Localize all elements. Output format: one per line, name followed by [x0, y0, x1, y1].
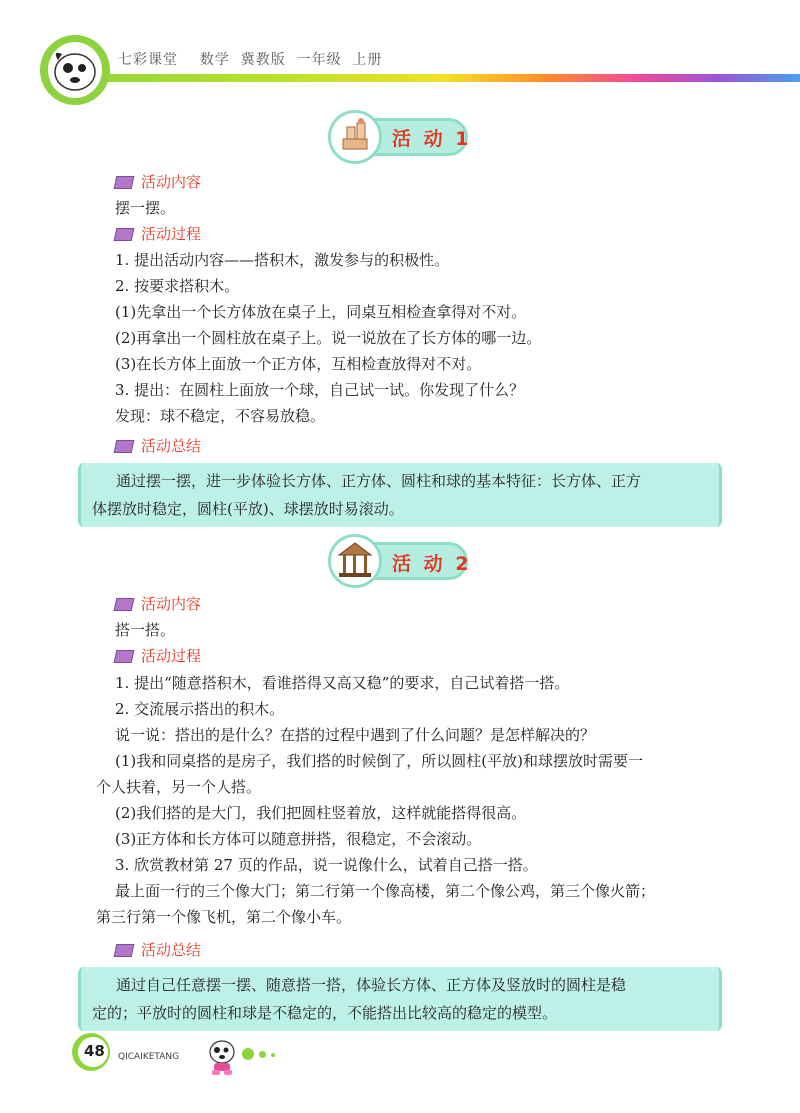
section-flag-icon	[114, 650, 135, 663]
section-flag-icon	[114, 944, 135, 957]
activity1-process-line: 3. 提出：在圆柱上面放一个球，自己试一试。你发现了什么？	[115, 381, 525, 399]
activity2-process-line: (2)我们搭的是大门，我们把圆柱竖着放，这样就能搭得很高。	[115, 804, 527, 822]
activity2-process-line: 1. 提出“随意搭积木，看谁搭得又高又稳”的要求，自己试着搭一搭。	[115, 674, 570, 692]
activity1-summary-line: 体摆放时稳定，圆柱(平放)、球摆放时易滚动。	[92, 500, 404, 518]
activity1-process-line: 2. 按要求搭积木。	[115, 277, 240, 295]
footer-dot	[242, 1048, 254, 1060]
activity2-summary-line: 定的；平放时的圆柱和球是不稳定的，不能搭出比较高的稳定的模型。	[92, 1004, 558, 1022]
section-flag-icon	[114, 228, 135, 241]
activity2-process-line: 个人扶着，另一个人搭。	[96, 778, 262, 796]
activity1-process-heading: 活动过程	[141, 225, 202, 243]
footer-label: QICAIKETANG	[118, 1052, 180, 1062]
activity1-process-line: 发现：球不稳定，不容易放稳。	[115, 407, 326, 425]
activity2-process-heading: 活动过程	[141, 647, 202, 665]
activity1-summary-heading: 活动总结	[141, 437, 202, 455]
building-blocks-icon	[328, 110, 382, 164]
activity2-content-heading: 活动内容	[141, 595, 202, 613]
activity2-process-line: 2. 交流展示搭出的积木。	[115, 700, 285, 718]
pavilion-icon	[328, 534, 382, 588]
activity1-content-text: 摆一摆。	[115, 199, 176, 217]
activity2-process-line: (3)正方体和长方体可以随意拼搭，很稳定，不会滚动。	[115, 830, 482, 848]
activity1-process-line: 1. 提出活动内容——搭积木，激发参与的积极性。	[115, 251, 450, 269]
footer-mascot-icon	[204, 1036, 240, 1076]
activity2-content-text: 搭一搭。	[115, 621, 176, 639]
activity2-summary-heading: 活动总结	[141, 941, 202, 959]
activity1-process-line: (1)先拿出一个长方体放在桌子上，同桌互相检查拿得对不对。	[115, 303, 527, 321]
footer-dot	[271, 1053, 275, 1057]
activity1-title: 活 动 1	[392, 128, 472, 150]
page-number: 48	[84, 1042, 105, 1060]
header-title: 七彩课堂 数学 冀教版 一年级 上册	[118, 52, 383, 68]
mascot-face-icon	[48, 42, 102, 98]
section-flag-icon	[114, 176, 135, 189]
activity2-title: 活 动 2	[392, 553, 472, 575]
activity2-process-line: (1)我和同桌搭的是房子，我们搭的时候倒了，所以圆柱(平放)和球摆放时需要一	[115, 752, 643, 770]
footer-dot	[259, 1051, 266, 1058]
activity2-process-line: 第三行第一个像飞机，第二个像小车。	[96, 908, 352, 926]
activity1-process-line: (2)再拿出一个圆柱放在桌子上。说一说放在了长方体的哪一边。	[115, 329, 542, 347]
activity2-process-line: 3. 欣赏教材第 27 页的作品，说一说像什么，试着自己搭一搭。	[115, 856, 538, 874]
activity2-process-line: 说一说：搭出的是什么？在搭的过程中遇到了什么问题？是怎样解决的？	[115, 726, 596, 744]
activity1-content-heading: 活动内容	[141, 173, 202, 191]
activity2-summary-line: 通过自己任意摆一摆、随意搭一搭，体验长方体、正方体及竖放时的圆柱是稳	[116, 976, 627, 994]
section-flag-icon	[114, 598, 135, 611]
activity1-summary-line: 通过摆一摆，进一步体验长方体、正方体、圆柱和球的基本特征：长方体、正方	[116, 472, 642, 490]
activity2-process-line: 最上面一行的三个像大门；第二行第一个像高楼，第二个像公鸡，第三个像火箭；	[115, 882, 656, 900]
section-flag-icon	[114, 440, 135, 453]
activity1-process-line: (3)在长方体上面放一个正方体，互相检查放得对不对。	[115, 355, 482, 373]
